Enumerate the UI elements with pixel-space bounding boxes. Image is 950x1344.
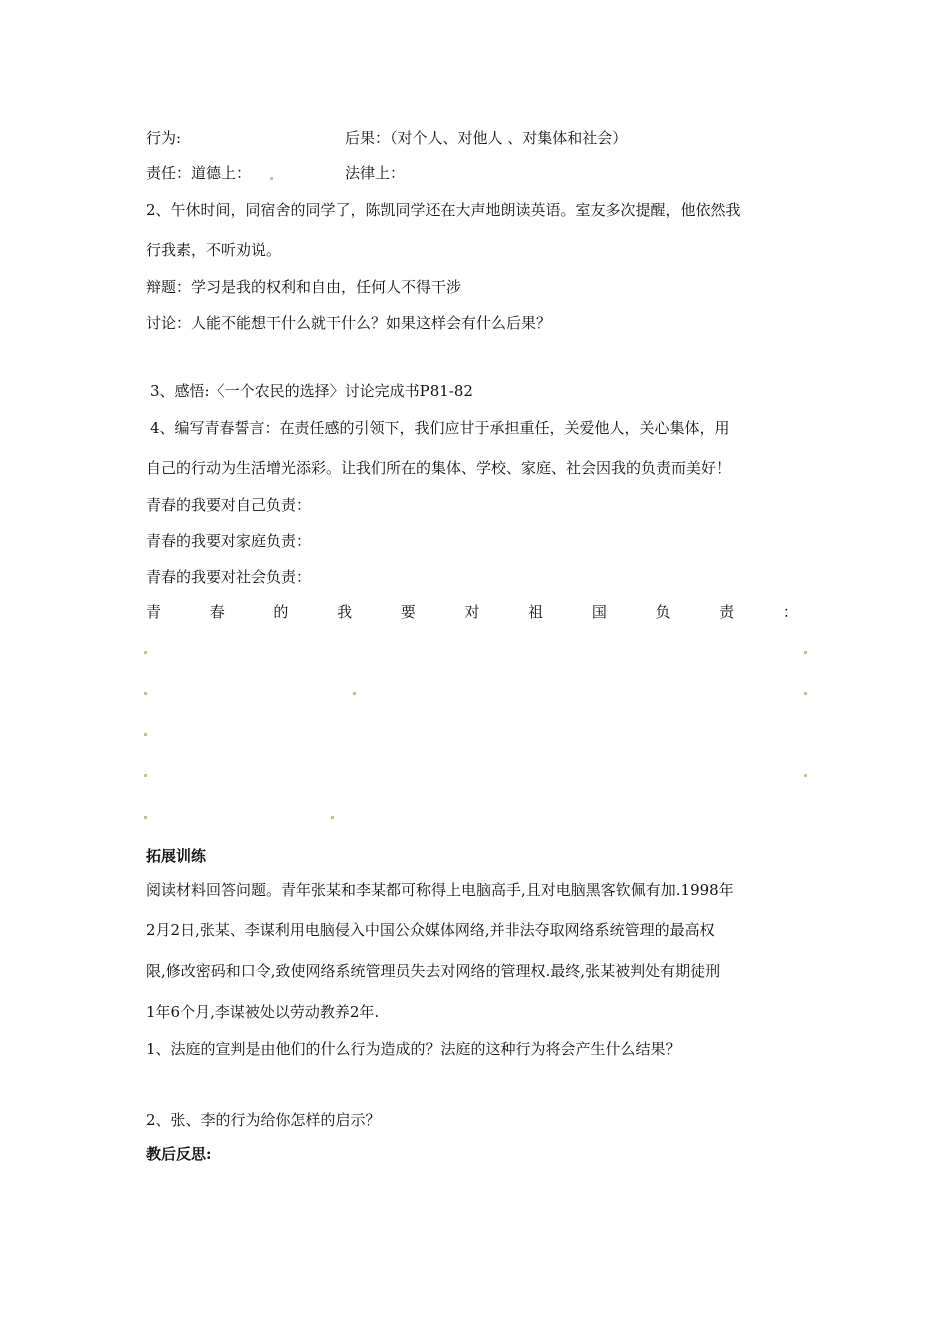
blank-marker: [144, 774, 147, 777]
oath-country-char: 责: [719, 603, 735, 621]
debate-topic: 辩题：学习是我的权利和自由，任何人不得干涉: [146, 278, 462, 296]
blank-marker: [804, 651, 807, 654]
oath-country-char: 对: [464, 603, 480, 621]
oath-country-char: 我: [337, 603, 353, 621]
oath-country-char: 国: [591, 603, 607, 621]
oath-country-char: 青: [146, 603, 162, 621]
question-1: 1、法庭的宣判是由他们的什么行为造成的？法庭的这种行为将会产生什么结果？: [146, 1040, 681, 1058]
item4-oath-line2: 自己的行动为生活增光添彩。让我们所在的集体、学校、家庭、社会因我的负责而美好！: [146, 459, 732, 477]
blank-marker: [144, 651, 147, 654]
reading-paragraph-line: 2月2日,张某、李谋利用电脑侵入中国公众媒体网络,并非法夺取网络系统管理的最高权: [146, 921, 715, 939]
oath-country-char: 负: [655, 603, 671, 621]
oath-country-char: 祖: [528, 603, 544, 621]
oath-country-char: 的: [273, 603, 289, 621]
oath-country: [146, 602, 798, 622]
responsibility-moral-label: 责任：道德上：: [146, 164, 252, 182]
oath-country-char: 要: [400, 603, 416, 621]
blank-marker: [804, 692, 807, 695]
blank-marker: [270, 177, 273, 180]
blank-marker: [144, 816, 147, 819]
blank-marker: [144, 692, 147, 695]
oath-society: 青春的我要对社会负责：: [146, 568, 312, 586]
case2-line1: 2、午休时间，同宿舍的同学了，陈凯同学还在大声地朗读英语。室友多次提醒，他依然我: [146, 201, 741, 219]
responsibility-law-label: 法律上：: [345, 164, 406, 182]
question-2: 2、张、李的行为给你怎样的启示？: [146, 1111, 381, 1129]
item4-oath-line1: 4、编写青春誓言：在责任感的引领下，我们应甘于承担重任，关爱他人，关心集体，用: [150, 419, 730, 437]
oath-family: 青春的我要对家庭负责：: [146, 532, 312, 550]
oath-country-char: ：: [782, 603, 798, 621]
consequence-label: 后果：（对个人、对他人 、对集体和社会）: [345, 129, 628, 147]
blank-marker: [331, 816, 334, 819]
item3-reflection: 3、感悟:〈一个农民的选择〉讨论完成书P81-82: [150, 382, 473, 400]
reading-paragraph-line: 1年6个月,李谋被处以劳动教养2年.: [146, 1003, 380, 1021]
oath-country-char: 春: [209, 603, 225, 621]
reading-paragraph-line: 阅读材料回答问题。青年张某和李某都可称得上电脑高手,且对电脑黑客钦佩有加.1998年: [146, 881, 734, 899]
oath-self: 青春的我要对自己负责：: [146, 496, 312, 514]
blank-marker: [804, 774, 807, 777]
behavior-label: 行为:: [146, 129, 182, 147]
reading-paragraph-line: 限,修改密码和口令,致使网络系统管理员失去对网络的管理权.最终,张某被判处有期徒刑: [146, 962, 721, 980]
case2-line2: 行我素，不听劝说。: [146, 241, 282, 259]
blank-marker: [353, 692, 356, 695]
section-title-extension: 拓展训练: [146, 847, 207, 865]
discussion-question: 讨论：人能不能想干什么就干什么？如果这样会有什么后果？: [146, 314, 552, 332]
blank-marker: [144, 733, 147, 736]
section-title-reflection: 教后反思:: [146, 1145, 212, 1163]
